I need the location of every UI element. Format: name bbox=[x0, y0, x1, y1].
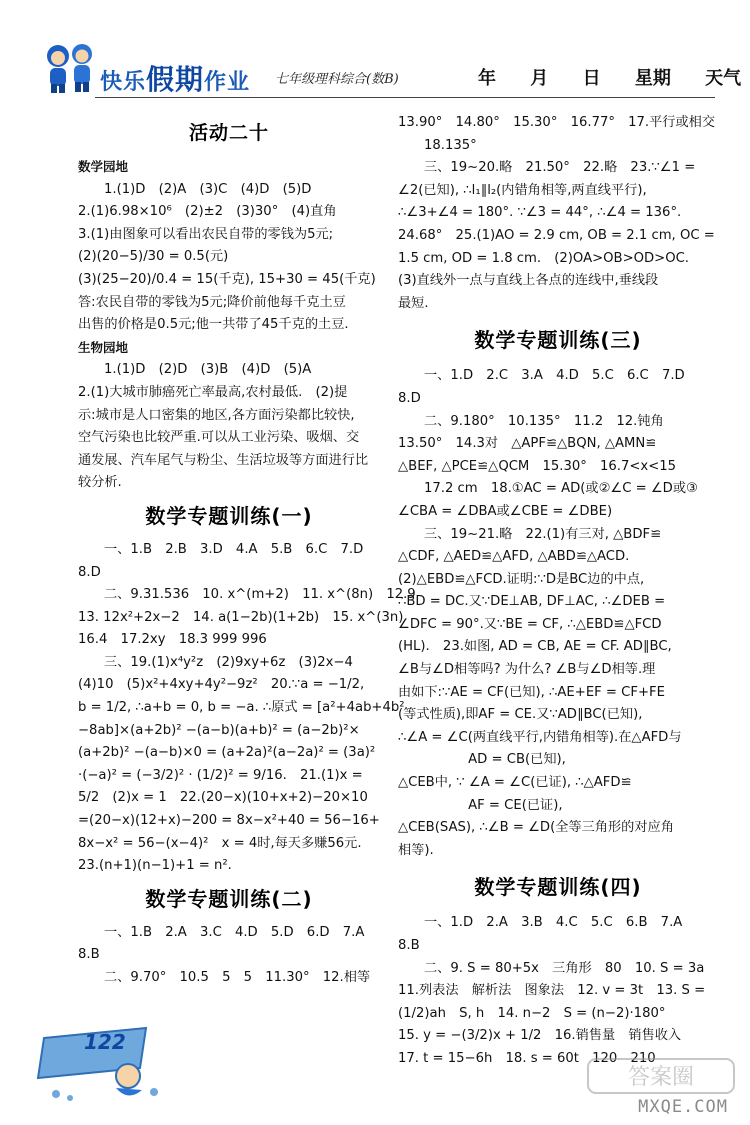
kids-mascot-icon bbox=[40, 40, 100, 96]
answer-line: AD = CB(已知), bbox=[398, 752, 566, 768]
answer-line: 8.B bbox=[78, 947, 100, 963]
answer-line: (1/2)ah S, h 14. n−2 S = (n−2)·180° bbox=[398, 1005, 666, 1021]
answer-line: 三、19~21.略 22.(1)有三对, △BDF≌ bbox=[424, 526, 662, 542]
answer-line: 答:农民自带的零钱为5元;降价前他每千克土豆 bbox=[78, 294, 346, 310]
answer-line: 二、9. S = 80+5x 三角形 80 10. S = 3a bbox=[424, 960, 705, 976]
answer-line: ∴∠3+∠4 = 180°. ∵∠3 = 44°, ∴∠4 = 136°. bbox=[398, 205, 682, 221]
answer-line: ∠B与∠D相等吗? 为什么? ∠B与∠D相等.理 bbox=[398, 662, 656, 678]
answer-line: 通发展、汽车尾气与粉尘、生活垃圾等方面进行比 bbox=[78, 452, 369, 468]
answer-line: 5/2 (2)x = 1 22.(20−x)(10+x+2)−20×10 bbox=[78, 790, 368, 806]
answer-line: =(20−x)(12+x)−200 = 8x−x²+40 = 56−16+ bbox=[78, 813, 380, 829]
answer-line: (3)直线外一点与直线上各点的连线中,垂线段 bbox=[398, 273, 659, 289]
answer-line: 由如下:∵AE = CF(已知), ∴AE+EF = CF+FE bbox=[398, 684, 665, 700]
answer-line: 1.5 cm, OD = 1.8 cm. (2)OA>OB>OD>OC. bbox=[398, 250, 689, 266]
answer-line: 2.(1)大城市肺癌死亡率最高,农村最低. (2)提 bbox=[78, 384, 348, 400]
answer-line: 示:城市是人口密集的地区,各方面污染都比较快, bbox=[78, 407, 355, 423]
answer-line: 18.135° bbox=[424, 137, 477, 153]
answer-line: 8.D bbox=[398, 390, 421, 406]
date-year-label: 年 bbox=[478, 68, 496, 89]
section-title: 数学专题训练(二) bbox=[145, 886, 313, 911]
answer-line: b = 1/2, ∴a+b = 0, b = −a. ∴原式 = [a²+4ab+4b² bbox=[78, 700, 405, 716]
answer-line: 较分析. bbox=[78, 475, 122, 491]
subsection-heading: 生物园地 bbox=[78, 339, 129, 355]
header-divider bbox=[95, 97, 715, 98]
date-weather-label: 天气 bbox=[705, 68, 742, 89]
answer-line: (3)(25−20)/0.4 = 15(千克), 15+30 = 45(千克) bbox=[78, 271, 376, 287]
answer-line: ·(−a)² = (−3/2)² · (1/2)² = 9/16. 21.(1)x = bbox=[78, 767, 363, 783]
answer-line: (4)10 (5)x²+4xy+4y²−9z² 20.∵a = −1/2, bbox=[78, 677, 365, 693]
section-title-activity-20: 活动二十 bbox=[188, 122, 269, 144]
answer-line: △BEF, △PCE≌△QCM 15.30° 16.7<x<15 bbox=[398, 458, 677, 474]
answer-line: 出售的价格是0.5元;他一共带了45千克的土豆. bbox=[78, 317, 349, 333]
answer-line: 15. y = −(3/2)x + 1/2 16.销售量 销售收入 bbox=[398, 1028, 682, 1044]
brand-title: 快乐假期作业 bbox=[100, 63, 251, 96]
page-number: 122 bbox=[84, 1030, 126, 1054]
answer-line: 8x−x² = 56−(x−4)² x = 4时,每天多赚56元. bbox=[78, 835, 362, 851]
answer-line: 23.(n+1)(n−1)+1 = n². bbox=[78, 858, 232, 874]
answer-line: △CDF, △AED≌△AFD, △ABD≌△ACD. bbox=[398, 549, 630, 565]
section-title: 数学专题训练(四) bbox=[474, 875, 642, 900]
answer-line: 二、9.180° 10.135° 11.2 12.钝角 bbox=[424, 413, 664, 429]
answer-line: (等式性质),即AF = CE.又∵AD∥BC(已知), bbox=[398, 707, 643, 723]
answer-line: ∠DFC = 90°.又∵BE = CF, ∴△EBD≌△FCD bbox=[398, 616, 662, 632]
answer-line: 2.(1)6.98×10⁶ (2)±2 (3)30° (4)直角 bbox=[78, 204, 337, 220]
watermark-url: MXQE.COM bbox=[638, 1097, 728, 1117]
answer-line: (a+2b)² −(a−b)×0 = (a+2a)²(a−2a)² = (3a)² bbox=[78, 745, 376, 761]
answer-line: 二、9.31.536 10. x^(m+2) 11. x^(8n) 12.9 bbox=[104, 587, 416, 603]
answer-line: ∠2(已知), ∴l₁∥l₂(内错角相等,两直线平行), bbox=[398, 182, 647, 198]
date-fields bbox=[478, 64, 741, 90]
answer-line: AF = CE(已证), bbox=[398, 797, 563, 813]
answer-line: 8.D bbox=[78, 564, 101, 580]
answer-line: 最短. bbox=[398, 295, 429, 311]
answer-line: (HL). 23.如图, AD = CB, AE = CF. AD∥BC, bbox=[398, 639, 672, 655]
right-answer-lines bbox=[398, 112, 718, 1071]
answer-line: (2)△EBD≌△FCD.证明:∵D是BC边的中点, bbox=[398, 571, 645, 587]
date-day-label: 日 bbox=[582, 68, 601, 89]
answer-line: 二、9.70° 10.5 5 5 11.30° 12.相等 bbox=[104, 970, 371, 985]
answer-line: 17. t = 15−6h 18. s = 60t 120 210 bbox=[398, 1050, 656, 1066]
date-month-label: 月 bbox=[530, 68, 549, 89]
answer-line: △CEB(SAS), ∴∠B = ∠D(全等三角形的对应角 bbox=[398, 820, 674, 836]
answer-line: 一、1.D 2.A 3.B 4.C 5.C 6.B 7.A bbox=[424, 915, 683, 931]
answer-line: 空气污染也比较严重.可以从工业污染、吸烟、交 bbox=[78, 430, 360, 446]
date-weekday-label: 星期 bbox=[634, 68, 671, 89]
answer-line: −8ab]×(a+2b)² −(a−b)(a+b)² = (a−2b)²× bbox=[78, 722, 360, 738]
answer-line: 17.2 cm 18.①AC = AD(或②∠C = ∠D或③ bbox=[424, 481, 698, 497]
answer-line: 一、1.B 2.A 3.C 4.D 5.D 6.D 7.A bbox=[104, 924, 365, 940]
answer-line: 三、19.(1)x⁴y²z (2)9xy+6z (3)2x−4 bbox=[104, 654, 353, 670]
answer-line: 24.68° 25.(1)AO = 2.9 cm, OB = 2.1 cm, OC = bbox=[398, 227, 715, 243]
answer-line: ∠CBA = ∠DBA或∠CBE = ∠DBE) bbox=[398, 503, 613, 519]
answer-line: 1.(1)D (2)A (3)C (4)D (5)D bbox=[104, 181, 312, 197]
book-subtitle: 七年级理科综合(数B) bbox=[275, 72, 399, 87]
answer-line: 11.列表法 解析法 图象法 12. v = 3t 13. S = bbox=[398, 983, 706, 999]
answer-line: ∴BD = DC.又∵DE⊥AB, DF⊥AC, ∴∠DEB = bbox=[398, 594, 666, 610]
answer-line: 相等). bbox=[398, 842, 434, 858]
answer-line: 一、1.B 2.B 3.D 4.A 5.B 6.C 7.D bbox=[104, 541, 364, 557]
answer-line: 1.(1)D (2)D (3)B (4)D (5)A bbox=[104, 362, 312, 378]
answer-line: 16.4 17.2xy 18.3 999 996 bbox=[78, 632, 267, 648]
section-title: 数学专题训练(一) bbox=[145, 503, 313, 528]
subsection-heading: 数学园地 bbox=[78, 159, 129, 174]
answer-line: 3.(1)由图象可以看出农民自带的零钱为5元; bbox=[78, 226, 334, 242]
answer-line: 三、19~20.略 21.50° 22.略 23.∵∠1 = bbox=[424, 160, 696, 176]
answer-line: ∴∠A = ∠C(两直线平行,内错角相等).在△AFD与 bbox=[398, 729, 682, 745]
section-title: 数学专题训练(三) bbox=[474, 328, 642, 353]
answer-line: 13.50° 14.3对 △APF≌△BQN, △AMN≌ bbox=[398, 436, 657, 452]
answer-line: 8.B bbox=[398, 938, 420, 953]
answer-line: (2)(20−5)/30 = 0.5(元) bbox=[78, 249, 229, 265]
answer-line: 13. 12x²+2x−2 14. a(1−2b)(1+2b) 15. x^(3n) bbox=[78, 609, 404, 625]
page-number-badge-icon bbox=[36, 1010, 166, 1105]
answer-line: 一、1.D 2.C 3.A 4.D 5.C 6.C 7.D bbox=[424, 368, 685, 384]
watermark-logo-text: 答案圈 bbox=[627, 1065, 695, 1090]
right-column bbox=[398, 112, 718, 1071]
answer-line: △CEB中, ∵ ∠A = ∠C(已证), ∴△AFD≌ bbox=[398, 775, 632, 791]
page-header bbox=[0, 0, 750, 110]
answer-line: 13.90° 14.80° 15.30° 16.77° 17.平行或相交 bbox=[398, 115, 716, 130]
